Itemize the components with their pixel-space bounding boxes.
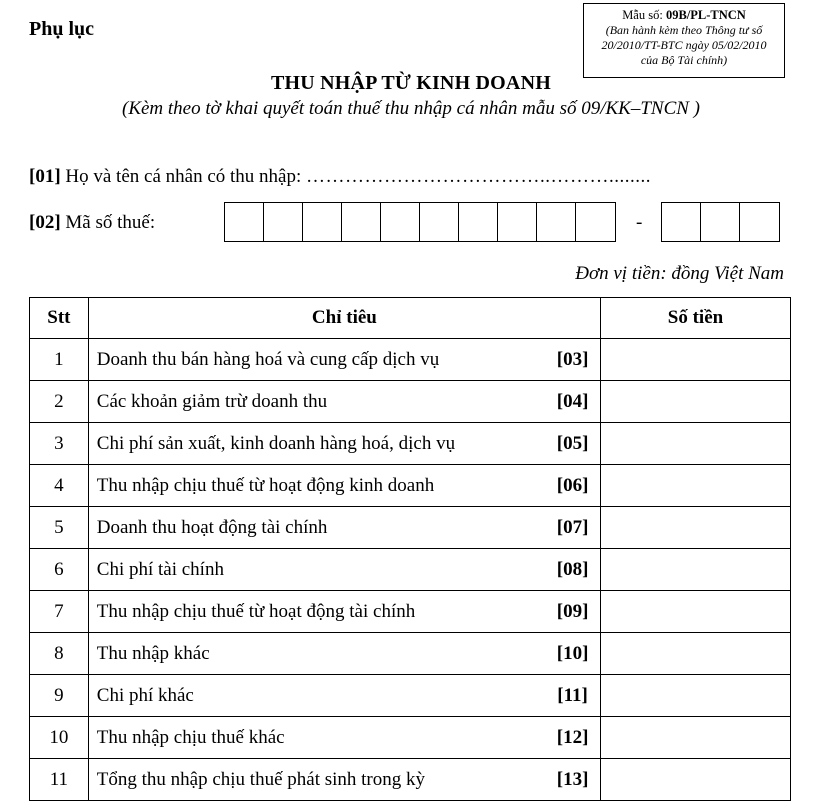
table-row	[30, 381, 791, 423]
row-stt: 10	[30, 717, 89, 759]
row-item-name: Doanh thu bán hàng hoá và cung cấp dịch vụ	[88, 339, 545, 381]
row-item-code: [03]	[545, 339, 600, 381]
table-row	[30, 759, 791, 801]
row-stt: 9	[30, 675, 89, 717]
tax-code-boxes-main	[224, 202, 616, 242]
row-stt: 1	[30, 339, 89, 381]
form-code-prefix: Mẫu số:	[622, 8, 666, 22]
table-row	[30, 423, 791, 465]
table-row	[30, 675, 791, 717]
row-item-code: [08]	[545, 549, 600, 591]
row-item-code: [13]	[545, 759, 600, 801]
row-amount-cell[interactable]	[601, 633, 791, 675]
form-code-box	[583, 3, 785, 78]
table-row	[30, 549, 791, 591]
page-subtitle: (Kèm theo tờ khai quyết toán thuế thu nhập cá nhân mẫu số 09/KK–TNCN )	[122, 98, 700, 119]
row-amount-cell[interactable]	[601, 717, 791, 759]
row-item-name: Thu nhập chịu thuế khác	[88, 717, 545, 759]
tax-digit-box[interactable]	[381, 203, 420, 241]
tax-field-row	[29, 212, 155, 234]
name-field-row	[29, 166, 651, 188]
row-stt: 5	[30, 507, 89, 549]
row-stt: 8	[30, 633, 89, 675]
tax-digit-box[interactable]	[662, 203, 701, 241]
row-item-code: [09]	[545, 591, 600, 633]
header-item: Chỉ tiêu	[88, 298, 600, 339]
tax-code-boxes-suffix	[661, 202, 780, 242]
row-item-name: Chi phí sản xuất, kinh doanh hàng hoá, dịch vụ	[88, 423, 545, 465]
appendix-label: Phụ lục	[29, 18, 95, 40]
tax-digit-box[interactable]	[225, 203, 264, 241]
tax-digit-box[interactable]	[740, 203, 779, 241]
row-amount-cell[interactable]	[601, 675, 791, 717]
currency-note: Đơn vị tiền: đồng Việt Nam	[575, 263, 784, 284]
tax-digit-box[interactable]	[420, 203, 459, 241]
row-item-name: Tổng thu nhập chịu thuế phát sinh trong kỳ	[88, 759, 545, 801]
row-stt: 2	[30, 381, 89, 423]
row-amount-cell[interactable]	[601, 549, 791, 591]
page-title: THU NHẬP TỪ KINH DOANH	[271, 72, 551, 94]
row-amount-cell[interactable]	[601, 759, 791, 801]
row-item-code: [05]	[545, 423, 600, 465]
table-row	[30, 507, 791, 549]
row-item-code: [10]	[545, 633, 600, 675]
income-table	[29, 297, 791, 801]
row-amount-cell[interactable]	[601, 339, 791, 381]
name-field-input[interactable]: ………………………………..………........	[306, 166, 651, 187]
table-row	[30, 717, 791, 759]
tax-digit-box[interactable]	[459, 203, 498, 241]
form-code: 09B/PL-TNCN	[665, 8, 746, 22]
row-item-code: [12]	[545, 717, 600, 759]
tax-digit-box[interactable]	[342, 203, 381, 241]
name-field-code: [01]	[29, 166, 61, 187]
tax-code-separator: -	[636, 212, 643, 233]
row-amount-cell[interactable]	[601, 507, 791, 549]
row-item-name: Chi phí tài chính	[88, 549, 545, 591]
tax-digit-box[interactable]	[303, 203, 342, 241]
tax-digit-box[interactable]	[576, 203, 615, 241]
row-item-name: Thu nhập chịu thuế từ hoạt động kinh doanh	[88, 465, 545, 507]
table-header-row	[30, 298, 791, 339]
row-amount-cell[interactable]	[601, 465, 791, 507]
row-item-code: [11]	[545, 675, 600, 717]
tax-field-label: Mã số thuế:	[60, 212, 156, 233]
tax-digit-box[interactable]	[498, 203, 537, 241]
row-item-name: Doanh thu hoạt động tài chính	[88, 507, 545, 549]
row-stt: 4	[30, 465, 89, 507]
table-row	[30, 633, 791, 675]
form-issued-note: (Ban hành kèm theo Thông tư số 20/2010/TT-BTC ngày 05/02/2010 của Bộ Tài chính)	[601, 23, 767, 67]
row-amount-cell[interactable]	[601, 423, 791, 465]
header-amount: Số tiền	[601, 298, 791, 339]
row-amount-cell[interactable]	[601, 381, 791, 423]
row-stt: 6	[30, 549, 89, 591]
tax-digit-box[interactable]	[537, 203, 576, 241]
name-field-label: Họ và tên cá nhân có thu nhập:	[60, 166, 306, 187]
row-item-code: [04]	[545, 381, 600, 423]
row-item-name: Các khoản giảm trừ doanh thu	[88, 381, 545, 423]
row-amount-cell[interactable]	[601, 591, 791, 633]
table-row	[30, 339, 791, 381]
form-code-line	[584, 8, 784, 23]
tax-digit-box[interactable]	[264, 203, 303, 241]
row-item-code: [06]	[545, 465, 600, 507]
row-stt: 11	[30, 759, 89, 801]
tax-field-code: [02]	[29, 212, 61, 233]
header-stt: Stt	[30, 298, 89, 339]
row-item-code: [07]	[545, 507, 600, 549]
table-row	[30, 465, 791, 507]
row-stt: 3	[30, 423, 89, 465]
table-row	[30, 591, 791, 633]
row-item-name: Chi phí khác	[88, 675, 545, 717]
row-stt: 7	[30, 591, 89, 633]
row-item-name: Thu nhập khác	[88, 633, 545, 675]
tax-digit-box[interactable]	[701, 203, 740, 241]
row-item-name: Thu nhập chịu thuế từ hoạt động tài chính	[88, 591, 545, 633]
